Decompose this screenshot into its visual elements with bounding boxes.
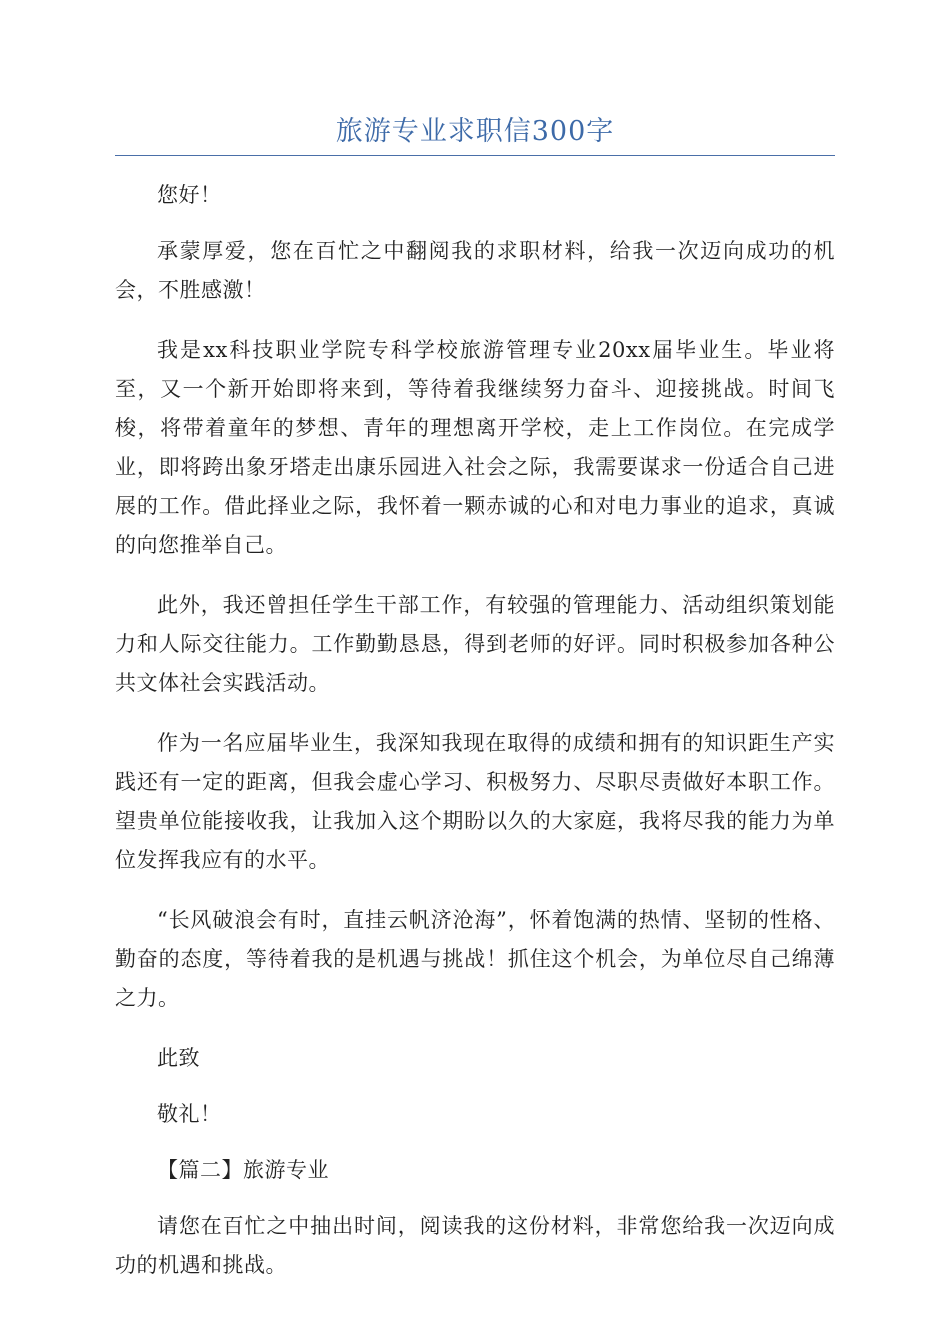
body-paragraph: 此外，我还曾担任学生干部工作，有较强的管理能力、活动组织策划能力和人际交往能力。工作勤勤恳恳，得到老师的好评。同时积极参加各种公共文体社会实践活动。 [115, 593, 835, 695]
body-paragraph: 承蒙厚爱，您在百忙之中翻阅我的求职材料，给我一次迈向成功的机会，不胜感激！ [115, 239, 835, 302]
document-title: 旅游专业求职信300字 [335, 116, 615, 147]
body-paragraph: “长风破浪会有时，直挂云帆济沧海”，怀着饱满的热情、坚韧的性格、勤奋的态度，等待着我的是机遇与挑战！抓住这个机会，为单位尽自己绵薄之力。 [115, 908, 835, 1010]
salutation-paragraph: 敬礼！ [157, 1102, 222, 1126]
section-heading: 【篇二】旅游专业 [157, 1158, 329, 1182]
body-paragraph: 作为一名应届毕业生，我深知我现在取得的成绩和拥有的知识距生产实践还有一定的距离，但我会虚心学习、积极努力、尽职尽责做好本职工作。望贵单位能接收我，让我加入这个期盼以久的大家庭，我将尽我的能力为单位发挥我应有的水平。 [115, 731, 835, 872]
document-body [115, 176, 835, 1306]
body-paragraph: 请您在百忙之中抽出时间，阅读我的这份材料，非常您给我一次迈向成功的机遇和挑战。 [115, 1214, 835, 1277]
body-paragraph: 我是xx科技职业学院专科学校旅游管理专业20xx届毕业生。毕业将至，又一个新开始即将来到，等待着我继续努力奋斗、迎接挑战。时间飞梭，将带着童年的梦想、青年的理想离开学校，走上工作岗位。在完成学业，即将跨出象牙塔走出康乐园进入社会之际，我需要谋求一份适合自己进展的工作。借此择业之际，我怀着一颗赤诚的心和对电力事业的追求，真诚的向您推举自己。 [115, 338, 835, 557]
closing-paragraph: 此致 [157, 1046, 200, 1070]
title-underline [115, 155, 835, 156]
greeting-paragraph: 您好！ [157, 183, 222, 207]
